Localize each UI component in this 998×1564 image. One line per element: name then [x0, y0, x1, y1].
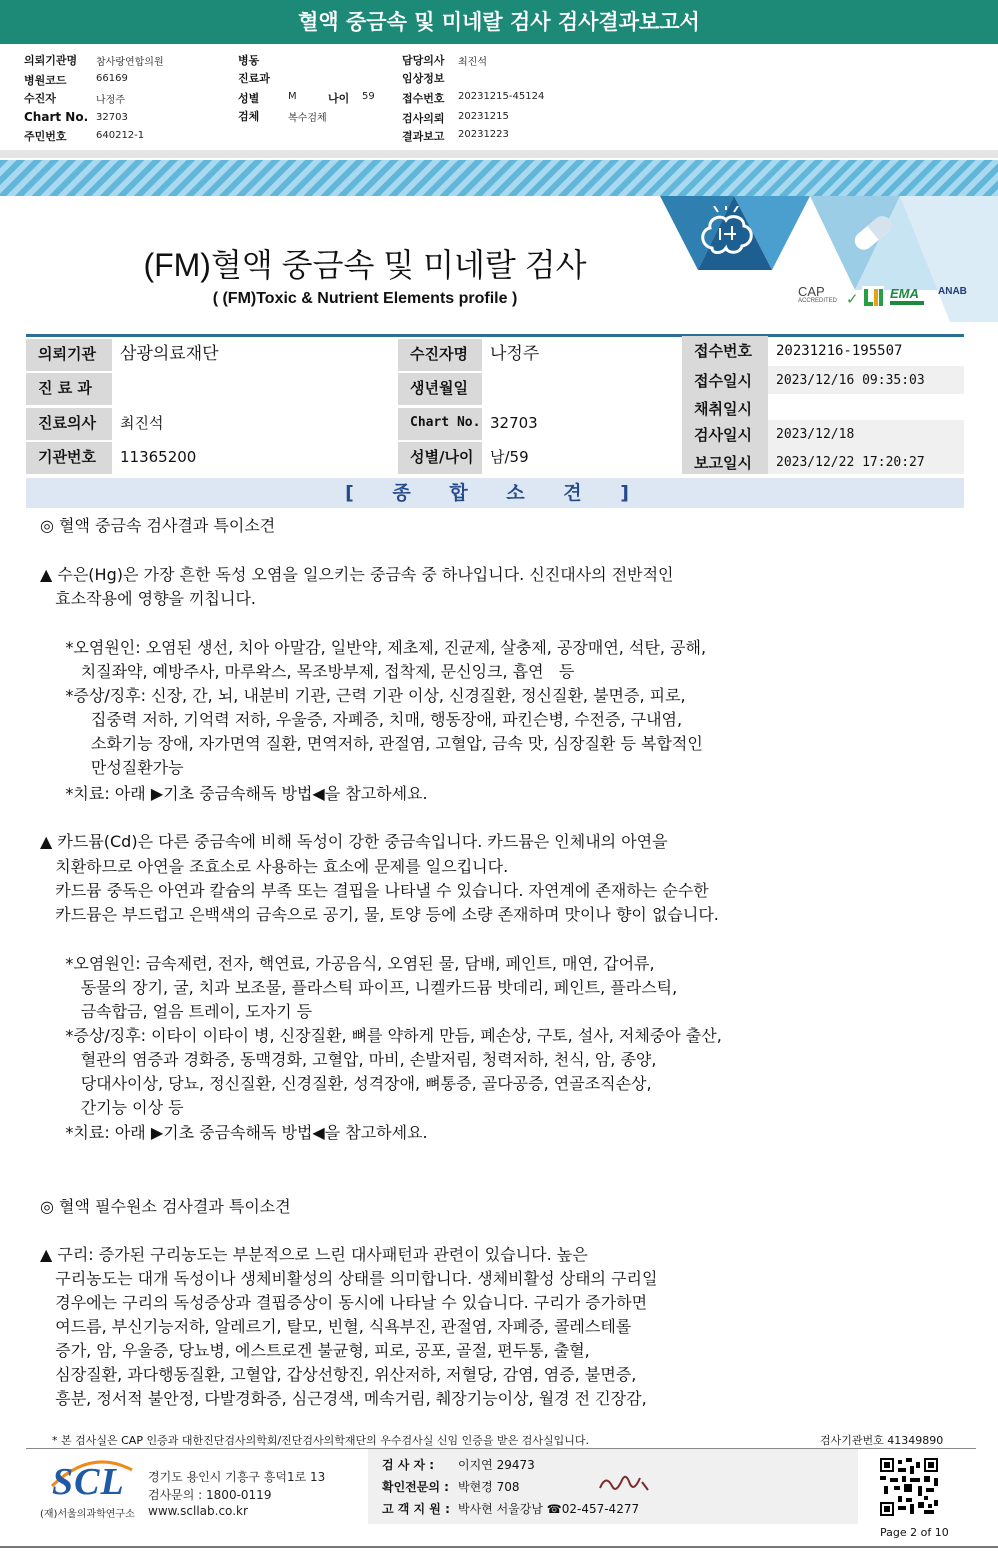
page-number: Page 2 of 10 [880, 1526, 949, 1539]
hdr-value: 20231215 [458, 111, 509, 122]
paragraph-line: ▲ 카드뮴(Cd)은 다른 중금속에 비해 독성이 강한 중금속입니다. 카드뮴은 인체내의 아연을 [40, 832, 668, 851]
test-date-value: 2023/12/18 [768, 420, 964, 448]
summary-header: [ 종 합 소 견 ] [26, 478, 964, 508]
bottom-rule [0, 1546, 998, 1548]
qr-code-icon [880, 1458, 938, 1516]
hdr-value: 59 [362, 91, 375, 102]
hdr-label: 담당의사 [402, 54, 445, 67]
paragraph-line: *치료: 아래 ▶기초 중금속해독 방법◀을 참고하세요. [40, 784, 428, 803]
paragraph-line: 만성질환가능 [40, 758, 184, 777]
hdr-label: 수진자 [24, 92, 56, 105]
doctor-label: 진료의사 [26, 408, 112, 440]
birth-value [482, 373, 678, 405]
header-info-panel [0, 44, 998, 155]
hdr-value: 640212-1 [96, 130, 145, 141]
hdr-label: 주민번호 [24, 130, 67, 143]
lab-website[interactable]: www.scllab.co.kr [148, 1504, 248, 1518]
paragraph-line: ▲ 수은(Hg)은 가장 흔한 독성 오염을 일으키는 중금속 중 하나입니다. 신진대사의 전반적인 [40, 565, 674, 584]
anab-logo: ANAB [938, 286, 967, 297]
header-shadow [0, 150, 998, 158]
check-icon: ✓ [846, 290, 859, 308]
paragraph-line: 금속합금, 얼음 트레이, 도자기 등 [40, 1002, 313, 1021]
signature-icon [596, 1470, 652, 1498]
paragraph-line: 여드름, 부신기능저하, 알레르기, 탈모, 빈혈, 식욕부진, 관절염, 자폐증, 콜레스테롤 [40, 1317, 632, 1336]
scl-logo: SCL [52, 1461, 125, 1503]
chart-value: 32703 [490, 414, 538, 432]
hdr-label: 의뢰기관명 [24, 54, 78, 67]
report-date-label: 보고일시 [682, 448, 768, 474]
hdr-label: 접수번호 [402, 92, 445, 105]
support-label: 고 객 지 원 : [382, 1502, 450, 1516]
report-subtitle: ( (FM)Toxic & Nutrient Elements profile ) [212, 290, 518, 307]
birth-label: 생년월일 [398, 373, 482, 405]
paragraph-line: 흥분, 정서적 불안정, 다발경화증, 심근경색, 메속거림, 췌장기능이상, 월경 전 긴장감, [40, 1389, 647, 1408]
hdr-value: M [288, 91, 297, 102]
paragraph-line: 집중력 저하, 기억력 저하, 우울증, 자폐증, 치매, 행동장애, 파킨슨병, 수전증, 구내염, [40, 710, 683, 729]
paragraph-line: 당대사이상, 당뇨, 정신질환, 신경질환, 성격장애, 뼈통증, 골다공증, 연골조직손상, [40, 1074, 652, 1093]
hdr-value: 나정주 [96, 95, 125, 106]
receipt-no-value: 20231216-195507 [776, 343, 903, 359]
hdr-label: 병동 [238, 54, 260, 67]
inst-no-label: 기관번호 [26, 442, 112, 474]
hdr-value: 32703 [96, 112, 128, 123]
hdr-label: 결과보고 [402, 130, 445, 143]
collect-value [768, 394, 964, 420]
collect-label: 채취일시 [682, 394, 768, 420]
hdr-value: 복수검체 [288, 113, 327, 124]
paragraph-line: 증가, 암, 우울증, 당뇨병, 에스트로겐 불균형, 피로, 공포, 골절, 편두통, 출혈, [40, 1341, 590, 1360]
accreditation-logos [798, 284, 968, 312]
dept-label: 진 료 과 [26, 373, 112, 405]
paragraph-line: 치질좌약, 예방주사, 마루왁스, 목조방부제, 접착제, 문신잉크, 흡연 등 [40, 662, 575, 681]
cap-logo: CAP [798, 284, 825, 299]
patient-value: 나정주 [490, 344, 540, 364]
dept-value [112, 373, 398, 405]
paragraph-line: 혈관의 염증과 경화증, 동맥경화, 고혈압, 마비, 손발저림, 청력저하, 천식, 암, 종양, [40, 1050, 657, 1069]
lab-inquiry: 검사문의 : 1800-0119 [148, 1488, 272, 1502]
paragraph-line: 카드뮴 중독은 아연과 칼슘의 부족 또는 결핍을 나타낼 수 있습니다. 자연계에 존재하는 순수한 [40, 881, 709, 900]
lab-name: (재)서울의과학연구소 [40, 1509, 135, 1520]
hdr-label: 검체 [238, 110, 260, 123]
hdr-label: 검사의뢰 [402, 112, 445, 125]
report-banner-title: 혈액 중금속 및 미네랄 검사 검사결과보고서 [0, 0, 998, 44]
patient-label: 수진자명 [398, 339, 482, 371]
receipt-date-value: 2023/12/16 09:35:03 [768, 366, 964, 394]
cap-logo-sub: ACCREDITED [798, 298, 838, 304]
hdr-value: 참사랑연합의원 [96, 57, 164, 68]
paragraph-line: *치료: 아래 ▶기초 중금속해독 방법◀을 참고하세요. [40, 1123, 428, 1142]
hdr-label: 나이 [328, 92, 350, 105]
paragraph-line: 경우에는 구리의 독성증상과 결핍증상이 동시에 나타날 수 있습니다. 구리가 증가하면 [40, 1293, 648, 1312]
institution-label: 의뢰기관 [26, 339, 112, 371]
tester-value: 이지연 29473 [458, 1458, 535, 1472]
paragraph-line: 동물의 장기, 굴, 치과 보조물, 플라스틱 파이프, 니켈카드뮴 밧데리, 페인트, 플라스틱, [40, 978, 678, 997]
receipt-no-label: 접수번호 [682, 336, 768, 366]
paragraph-line: *증상/징후: 이타이 이타이 병, 신장질환, 뼈를 약하게 만듬, 폐손상, 구토, 설사, 저체중아 출산, [40, 1026, 722, 1045]
paragraph-line: 효소작용에 영향을 끼칩니다. [40, 589, 256, 608]
chart-label: Chart No. [398, 408, 482, 440]
hdr-value: 20231223 [458, 129, 509, 140]
hdr-label: 진료과 [238, 72, 270, 85]
report-date-value: 2023/12/22 17:20:27 [768, 448, 964, 474]
specialist-label: 확인전문의 : [382, 1480, 449, 1494]
accreditation-note: * 본 검사실은 CAP 인증과 대한진단검사의학회/진단검사의학재단의 우수검사실 신임 인증을 받은 검사실입니다. [52, 1434, 590, 1447]
hdr-value: 최진석 [458, 57, 487, 68]
paragraph-line: *오염원인: 금속제련, 전자, 핵연료, 가공음식, 오염된 물, 담배, 페인트, 매연, 갑어류, [40, 954, 655, 973]
hdr-label: 성별 [238, 92, 260, 105]
hdr-label: 병원코드 [24, 74, 67, 87]
hdr-label: Chart No. [24, 110, 89, 124]
ema-logo: EMA [890, 286, 919, 301]
hdr-label: 임상정보 [402, 72, 445, 85]
paragraph-line: ▲ 구리: 증가된 구리농도는 부분적으로 느린 대사패턴과 관련이 있습니다. 높은 [40, 1245, 588, 1264]
report-title: (FM)혈액 중금속 및 미네랄 검사 [143, 247, 587, 283]
test-date-label: 검사일시 [682, 420, 768, 448]
hdr-value: 66169 [96, 73, 128, 84]
sexage-value: 남/59 [490, 448, 529, 466]
ema-logo-bar [890, 301, 924, 305]
lab-address: 경기도 용인시 기흥구 흥덕1로 13 [148, 1470, 326, 1484]
paragraph-line: 카드뮴은 부드럽고 은백색의 금속으로 공기, 물, 토양 등에 소량 존재하며 맛이나 향이 없습니다. [40, 905, 719, 924]
tester-label: 검 사 자 : [382, 1458, 435, 1472]
hdr-value: 20231215-45124 [458, 91, 545, 102]
support-value: 박사현 서울강남 ☎02-457-4277 [458, 1502, 640, 1516]
receipt-date-label: 접수일시 [682, 366, 768, 394]
paragraph-line: *오염원인: 오염된 생선, 치아 아말감, 일반약, 제초제, 진균제, 살충제, 공장매연, 석탄, 공해, [40, 638, 707, 657]
lab-institution-number: 검사기관번호 41349890 [820, 1434, 944, 1447]
paragraph-line: 치환하므로 아연을 조효소로 사용하는 효소에 문제를 일으킵니다. [40, 857, 509, 876]
paragraph-line: 구리농도는 대개 독성이나 생체비활성의 상태를 의미합니다. 생체비활성 상태의 구리일 [40, 1269, 658, 1288]
paragraph-line: 심장질환, 과다행동질환, 고혈압, 갑상선항진, 위산저하, 저혈당, 감염, 염증, 불면증, [40, 1365, 637, 1384]
inst-no-value: 11365200 [120, 448, 197, 466]
capsule-icon [846, 206, 900, 260]
specialist-value: 박현경 708 [458, 1480, 520, 1494]
doctor-value: 최진석 [120, 414, 164, 432]
section-heading: ◎ 혈액 중금속 검사결과 특이소견 [40, 516, 276, 535]
paragraph-line: 간기능 이상 등 [40, 1098, 184, 1117]
institution-value: 삼광의료재단 [120, 344, 219, 364]
lm-logo-icon [862, 286, 884, 308]
paragraph-line: *증상/징후: 신장, 간, 뇌, 내분비 기관, 근력 기관 이상, 신경질환, 정신질환, 불면증, 피로, [40, 686, 686, 705]
paragraph-line: 소화기능 장애, 자가면역 질환, 면역저하, 관절염, 고혈압, 금속 맛, 심장질환 등 복합적인 [40, 734, 703, 753]
section-heading: ◎ 혈액 필수원소 검사결과 특이소견 [40, 1197, 291, 1216]
sexage-label: 성별/나이 [398, 442, 482, 474]
